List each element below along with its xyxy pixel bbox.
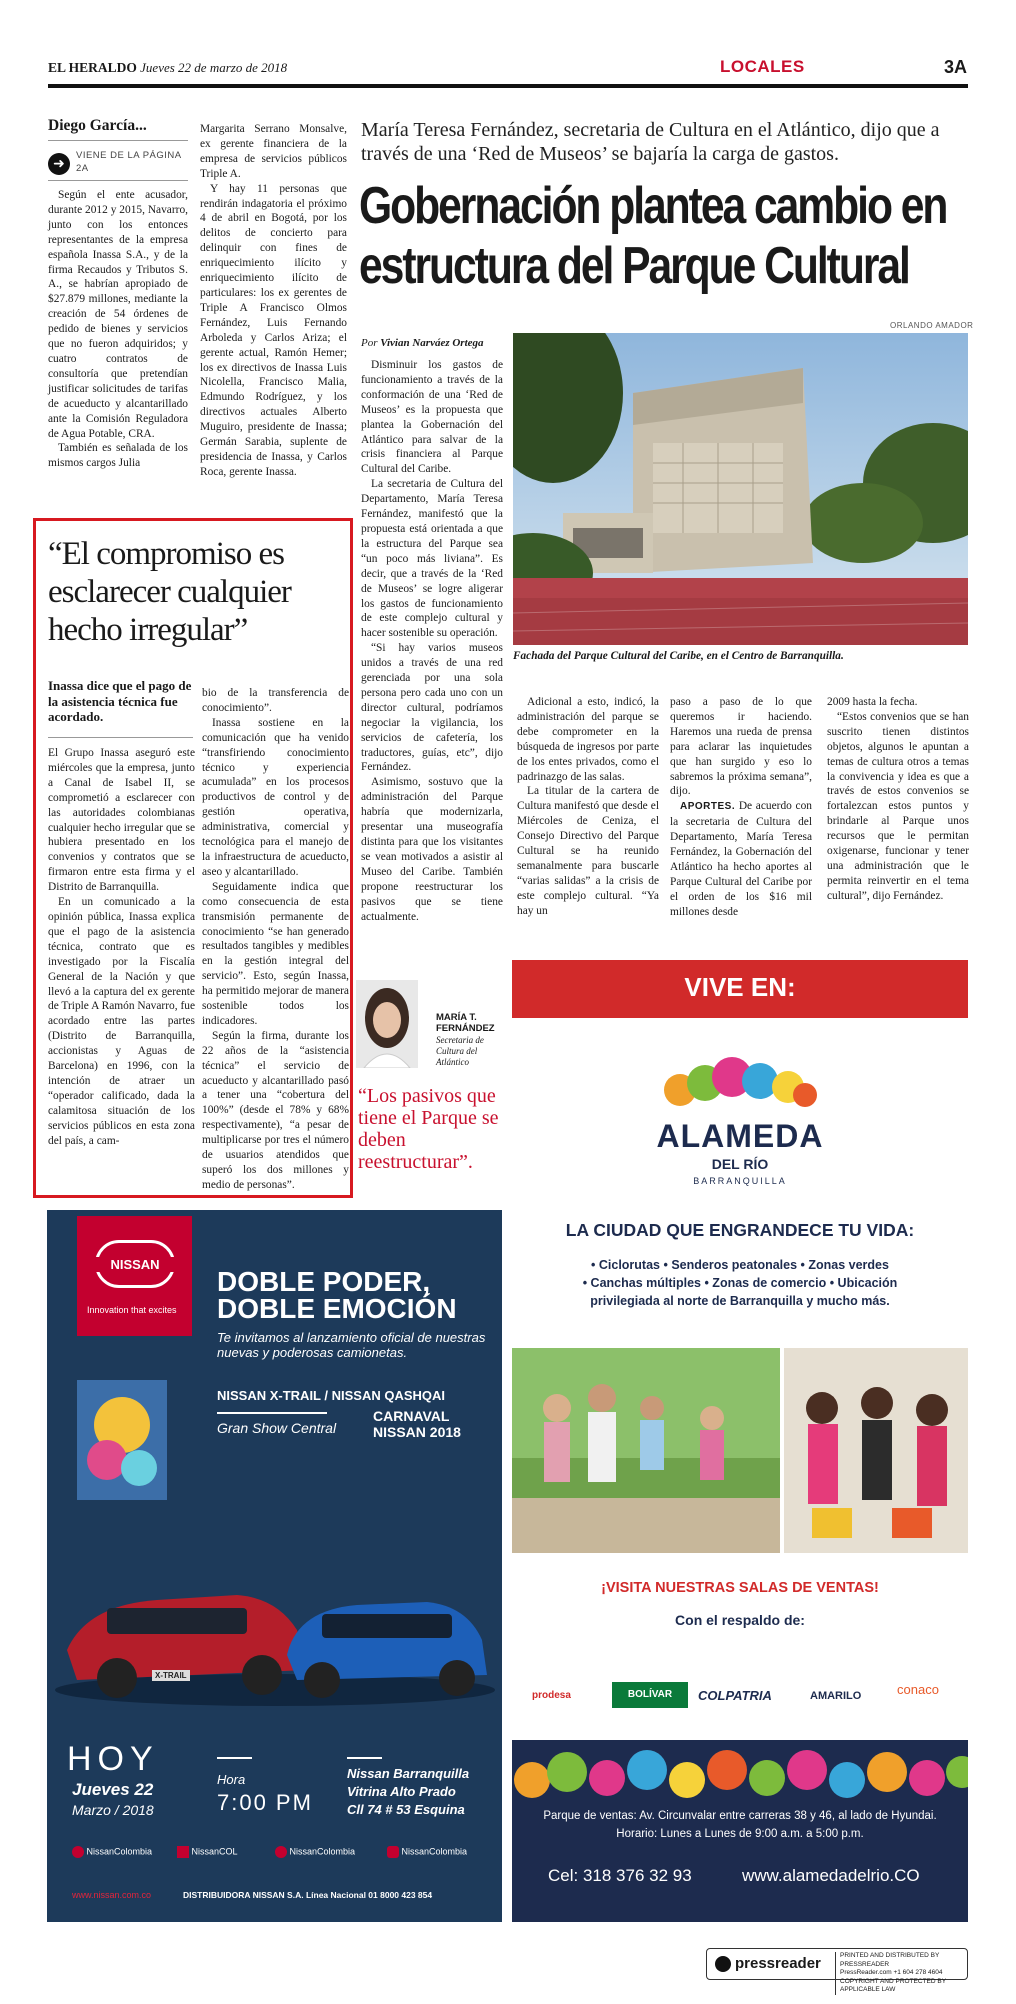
social-handle: NissanCOL [191, 1846, 238, 1857]
sales-hours: Horario: Lunes a Lunes de 9:00 a.m. a 5:00 p.m. [616, 1828, 864, 1840]
paragraph: “Si hay varios museos unidos a través de una red gerenciada por una sola persona pero cada uno con un director cultural, podríamos negociar la vigilancia, los servicios de cafetería, los traductores, guías, etc”, dijo Fernández. [361, 642, 503, 774]
ad-cta: ¡VISITA NUESTRAS SALAS DE VENTAS! [601, 1580, 879, 1596]
partner-amarilo: AMARILO [810, 1690, 862, 1702]
paragraph: “Estos convenios que se han suscrito tienen distintos objetos, algunos le apuntan a temas de cultura otros a temas la convivencia y idea es que a través de estos convenios se fortalezcan estos puntos y brindarle al Parque unos recursos que le permitan oxigenarse, funcionar y tener una administración que le permita reinvertir en el tema cultural”, dijo Fernández. [827, 710, 969, 902]
notice-line: COPYRIGHT AND PROTECTED BY APPLICABLE LAW [840, 1977, 946, 1993]
paragraph: La secretaria de Cultura del Departamento, María Teresa Fernández, manifestó que la propuesta está orientada a que la estructura del Parque sea “un poco más liviana”. Es decir, que a través de la ‘Red de Museos’ se logre aligerar los gastos de funcionamiento de este complejo cultural y hacer sostenible su operación. [361, 478, 503, 640]
tree-logo-icon [660, 1055, 820, 1115]
pressreader-logo: pressreader [735, 1955, 821, 1972]
social-handle: NissanColombia [401, 1846, 468, 1857]
ad-hoy: HOY [67, 1740, 159, 1778]
ad-backing: Con el respaldo de: [675, 1612, 805, 1628]
divider [48, 140, 188, 141]
paragraph: paso a paso de lo que queremos ir haciendo. Haremos una rueda de prensa para aclarar las inquietudes que han surgido y eso lo sabremos la próxima semana”, dijo. [670, 696, 812, 798]
continued-from-label: VIENE DE LA PÁGINA 2A [76, 150, 182, 174]
ad-hora: 7:00 PM [217, 1790, 313, 1815]
article-column-4 [827, 695, 969, 904]
ad-headline-2: DOBLE EMOCIÓN [217, 1293, 457, 1324]
instagram-icon [387, 1846, 399, 1858]
parque-cultural-photo [513, 333, 968, 645]
ad-event-right-2: NISSAN 2018 [373, 1424, 461, 1440]
quote-column-1 [48, 746, 195, 1148]
notice-line: PRINTED AND DISTRIBUTED BY PRESSREADER [840, 1952, 940, 1968]
photo-credit: ORLANDO AMADOR [890, 321, 974, 330]
ad-date: Marzo / 2018 [72, 1802, 154, 1818]
quote-headline: “El compromiso es esclarecer cualquier hecho irregular” [48, 536, 291, 648]
pressreader-badge[interactable] [706, 1948, 968, 1993]
ad-event-left: Gran Show Central [217, 1420, 337, 1436]
ad-headline: LA CIUDAD QUE ENGRANDECE TU VIDA: [565, 1220, 915, 1240]
sidebar-column-2 [200, 122, 347, 480]
divider [217, 1412, 327, 1414]
paragraph: 2009 hasta la fecha. [827, 696, 918, 708]
carnival-image [77, 1380, 167, 1500]
features-line-3: privilegiada al norte de Barranquilla y mucho más. [590, 1294, 890, 1308]
paragraph: Según el ente acusador, durante 2012 y 2015, Navarro, junto con los entonces representantes de la empresa española Inassa S.A., y de la firma Recaudos y Tributos S. A., se habrían apropiado de $27.879 millones, mediante la creación de 54 órdenes de pedido de bienes y servicios que no fueron adquiridos; y cuatro contratos de consultoría que pretendían justificar solicitudes de tarifas de acueducto y alcantarillado ante la Comisión Reguladora de Agua Potable, CRA. [48, 189, 188, 440]
article-column-3 [670, 695, 812, 920]
masthead [48, 60, 287, 76]
paragraph: bio de la transferencia de conocimiento”. [202, 687, 349, 714]
social-twitter[interactable] [72, 1846, 152, 1858]
continued-headline: Diego García... [48, 117, 147, 134]
paragraph: Y hay 11 personas que rendirán indagatoria el próximo 4 de abril en Bogotá, por los delitos de concierto para delinquir con fines de enriquecimiento ilícito y enriquecimiento ilícito de particulares: los ex gerentes de Triple A Francisco Olmos Fernández, Luis Fernando Arboleda y Carlos Ariza; el gerente actual, Ramón Hemer; los ex directivos de Inassa Luis Nicolella, Francisco Malia, Edmundo Rodríguez, y los directivos actuales Alberto Muguiro, presidente de Inassa; Germán Sarabia, suplente de presidencia de Inassa, y Carlos Roca, gerente Inassa. [200, 182, 347, 478]
logo-main: ALAMEDA [656, 1118, 824, 1154]
quote-subhead: Inassa dice que el pago de la asistencia técnica fue acordado. [48, 678, 192, 724]
twitter-icon [72, 1846, 84, 1858]
nissan-advertisement[interactable] [47, 1210, 502, 1922]
banner-text: VIVE EN: [684, 972, 796, 1002]
paragraph: La titular de la cartera de Cultura manifestó que desde el Miércoles de Ceniza, el Consejo Directivo del Parque Cultural se ha reunido semanalmente para buscarle “varias salidas” a la crisis de este complejo cultural. “Ya hay un [517, 785, 659, 917]
sales-phone[interactable]: Cel: 318 376 32 93 [548, 1866, 692, 1885]
sidebar-column-1 [48, 188, 188, 471]
byline-author: Vivian Narváez Ortega [380, 337, 484, 349]
article-column-1 [361, 358, 503, 924]
byline-prefix: Por [361, 337, 378, 349]
pressreader-icon [715, 1956, 731, 1972]
byline [361, 337, 484, 349]
partner-colpatria: COLPATRIA [698, 1688, 772, 1703]
ad-models: NISSAN X-TRAIL / NISSAN QASHQAI [217, 1388, 446, 1403]
profile-photo [356, 980, 418, 1068]
subheading: APORTES. [680, 801, 736, 813]
paragraph: También es señalada de los mismos cargos Julia [48, 442, 188, 470]
ad-event-right-1: CARNAVAL [373, 1408, 450, 1424]
paragraph: Margarita Serrano Monsalve, ex gerente financiera de la empresa de servicios públicos Triple A. [200, 123, 347, 180]
article-deck: María Teresa Fernández, secretaria de Cultura en el Atlántico, dijo que a través de una ‘Red de Museos’ se bajaría la carga de gastos. [361, 119, 940, 165]
ad-day: Jueves 22 [72, 1780, 154, 1799]
notice-line: PressReader.com +1 604 278 4604 [840, 1969, 943, 1976]
ad-hora-label: Hora [217, 1772, 246, 1787]
paragraph: Disminuir los gastos de funcionamiento a través de la conformación de una ‘Red de Museos’ es la propuesta que plantea la Gobernación del Atlántico para salvar de la crisis financiera al Parque Cultural del Caribe. [361, 359, 503, 476]
trees-decoration [512, 1740, 968, 1800]
ad-place-3: Cll 74 # 53 Esquina [347, 1802, 465, 1817]
partner-bolivar: BOLÍVAR [612, 1682, 688, 1708]
social-handle: NissanColombia [86, 1846, 153, 1857]
article-title: Gobernación plantea cambio en estructura del Parque Cultural [359, 177, 947, 295]
sales-website[interactable]: www.alamedadelrio.CO [742, 1866, 920, 1885]
social-instagram[interactable] [387, 1846, 467, 1858]
pressreader-notice [835, 1952, 965, 1995]
header-rule [48, 84, 968, 88]
divider [48, 180, 188, 181]
partner-conaco: conaco [897, 1682, 939, 1697]
paragraph: Seguidamente indica que como consecuencia de esta transmisión permanente de conocimiento “se han generado resultados tangibles y medibles en la gestión integral del servicio”. Esto, según Inassa, ha permitido mejorar de manera sostenible todos los indicadores. [202, 880, 349, 1027]
paragraph [670, 799, 812, 919]
paragraph: Según la firma, durante los 22 años de la “asistencia técnica” el servicio de acueducto y alcantarillado pasó a tener una “cobertura del 100%” (desde el 78% y 68% respectivamente), “a pesar de multiplicarse por tres el número de usuarios atendidos que superó los dos millones y medio de personas”. [202, 1029, 349, 1191]
brand-tagline: Innovation that excites [87, 1305, 177, 1315]
social-facebook[interactable] [177, 1846, 238, 1858]
features-line-1: • Ciclorutas • Senderos peatonales • Zonas verdes [591, 1258, 889, 1272]
partner-prodesa: prodesa [532, 1690, 571, 1701]
youtube-icon [275, 1846, 287, 1858]
ad-place-1: Nissan Barranquilla [347, 1766, 470, 1781]
features-line-2: • Canchas múltiples • Zonas de comercio • Ubicación [582, 1276, 898, 1290]
facebook-icon [177, 1846, 189, 1858]
divider [347, 1757, 382, 1759]
logo-sub: DEL RÍO [711, 1156, 769, 1172]
family-photo [512, 1348, 968, 1553]
ad-headline-1: DOBLE PODER, [217, 1266, 431, 1297]
social-handle: NissanColombia [289, 1846, 356, 1857]
arrow-right-icon: ➜ [48, 153, 70, 175]
divider [217, 1757, 252, 1759]
brand-name: NISSAN [89, 1257, 181, 1272]
license-plate: X-TRAIL [152, 1670, 190, 1681]
paragraph-text: De acuerdo con la secretaria de Cultura del Departamento, María Teresa Fernández, la Gobernación del Atlántico ha hecho aportes al Parque Cultural del Caribe por el orden de los $16 mil millones desde [670, 800, 812, 918]
profile-role: Secretaria de Cultura del Atlántico [436, 1035, 484, 1067]
cars-image [47, 1510, 502, 1710]
article-column-2 [517, 695, 659, 919]
quote-column-2 [202, 686, 349, 1193]
paragraph: En un comunicado a la opinión pública, Inassa explica que el pago de la asistencia técnica, contrato que es investigado por la Fiscalía General de la Nación y que llevó a la captura del ex gerente de Triple A Ramón Navarro, fue acordado entre las partes (Distrito de Barranquilla, accionistas y Aguas de Barcelona) en 1996, con la intención de atraer un “operador calificado, dada la calamitosa situación de los servicios públicos en esta zona del país, a cam- [48, 896, 195, 1147]
paragraph: Asimismo, sostuvo que la administración del Parque habría que modernizarla, presentar una museografía distinta para que los visitantes se vean motivados a asistir al Museo del Caribe. También propone reestructurar los pasivos que se tiene actualmente. [361, 776, 503, 923]
logo-city: BARRANQUILLA [693, 1176, 787, 1186]
ad-invite: Te invitamos al lanzamiento oficial de nuestras nuevas y poderosas camionetas. [217, 1330, 486, 1360]
divider [48, 737, 193, 738]
paragraph: Inassa sostiene en la comunicación que ha venido “transfiriendo conocimiento técnico y experiencia acumulada” en los procesos productivos de control y de gestión operativa, administrativa, comercial y tecnológica para el manejo de la infraestructura de acueducto, aseo y alcantarillado. [202, 716, 349, 878]
photo-caption: Fachada del Parque Cultural del Caribe, en el Centro de Barranquilla. [513, 650, 844, 662]
paper-name: EL HERALDO [48, 60, 137, 75]
ad-web-link[interactable]: www.nissan.com.co [72, 1890, 152, 1900]
paragraph: El Grupo Inassa aseguró este miércoles que la empresa, junto a Canal de Isabel II, se comprometió a esclarecer con las autoridades colombianas cualquier hecho irregular que se hubiera presentado en los convenios y contratos que se firmaron entre esta firma y el Distrito de Barranquilla. [48, 747, 195, 894]
issue-date: Jueves 22 de marzo de 2018 [140, 60, 288, 75]
alameda-advertisement[interactable] [512, 960, 968, 1922]
ad-place-2: Vitrina Alto Prado [347, 1784, 456, 1799]
pull-quote: “Los pasivos que tiene el Parque se deben reestructurar”. [358, 1085, 499, 1173]
sales-address: Parque de ventas: Av. Circunvalar entre carreras 38 y 46, al lado de Hyundai. [543, 1810, 937, 1822]
ad-distributor: DISTRIBUIDORA NISSAN S.A. Línea Nacional 01 8000 423 854 [183, 1890, 433, 1900]
section-name: LOCALES [720, 57, 805, 76]
paragraph: Adicional a esto, indicó, la administración del parque se debe comprometer en la búsqueda de ingresos por parte de los entes privados, como el padrinazgo de las salas. [517, 696, 659, 783]
page-number: 3A [944, 57, 968, 77]
profile-name: MARÍA T. FERNÁNDEZ [436, 1012, 495, 1034]
social-youtube[interactable] [275, 1846, 355, 1858]
